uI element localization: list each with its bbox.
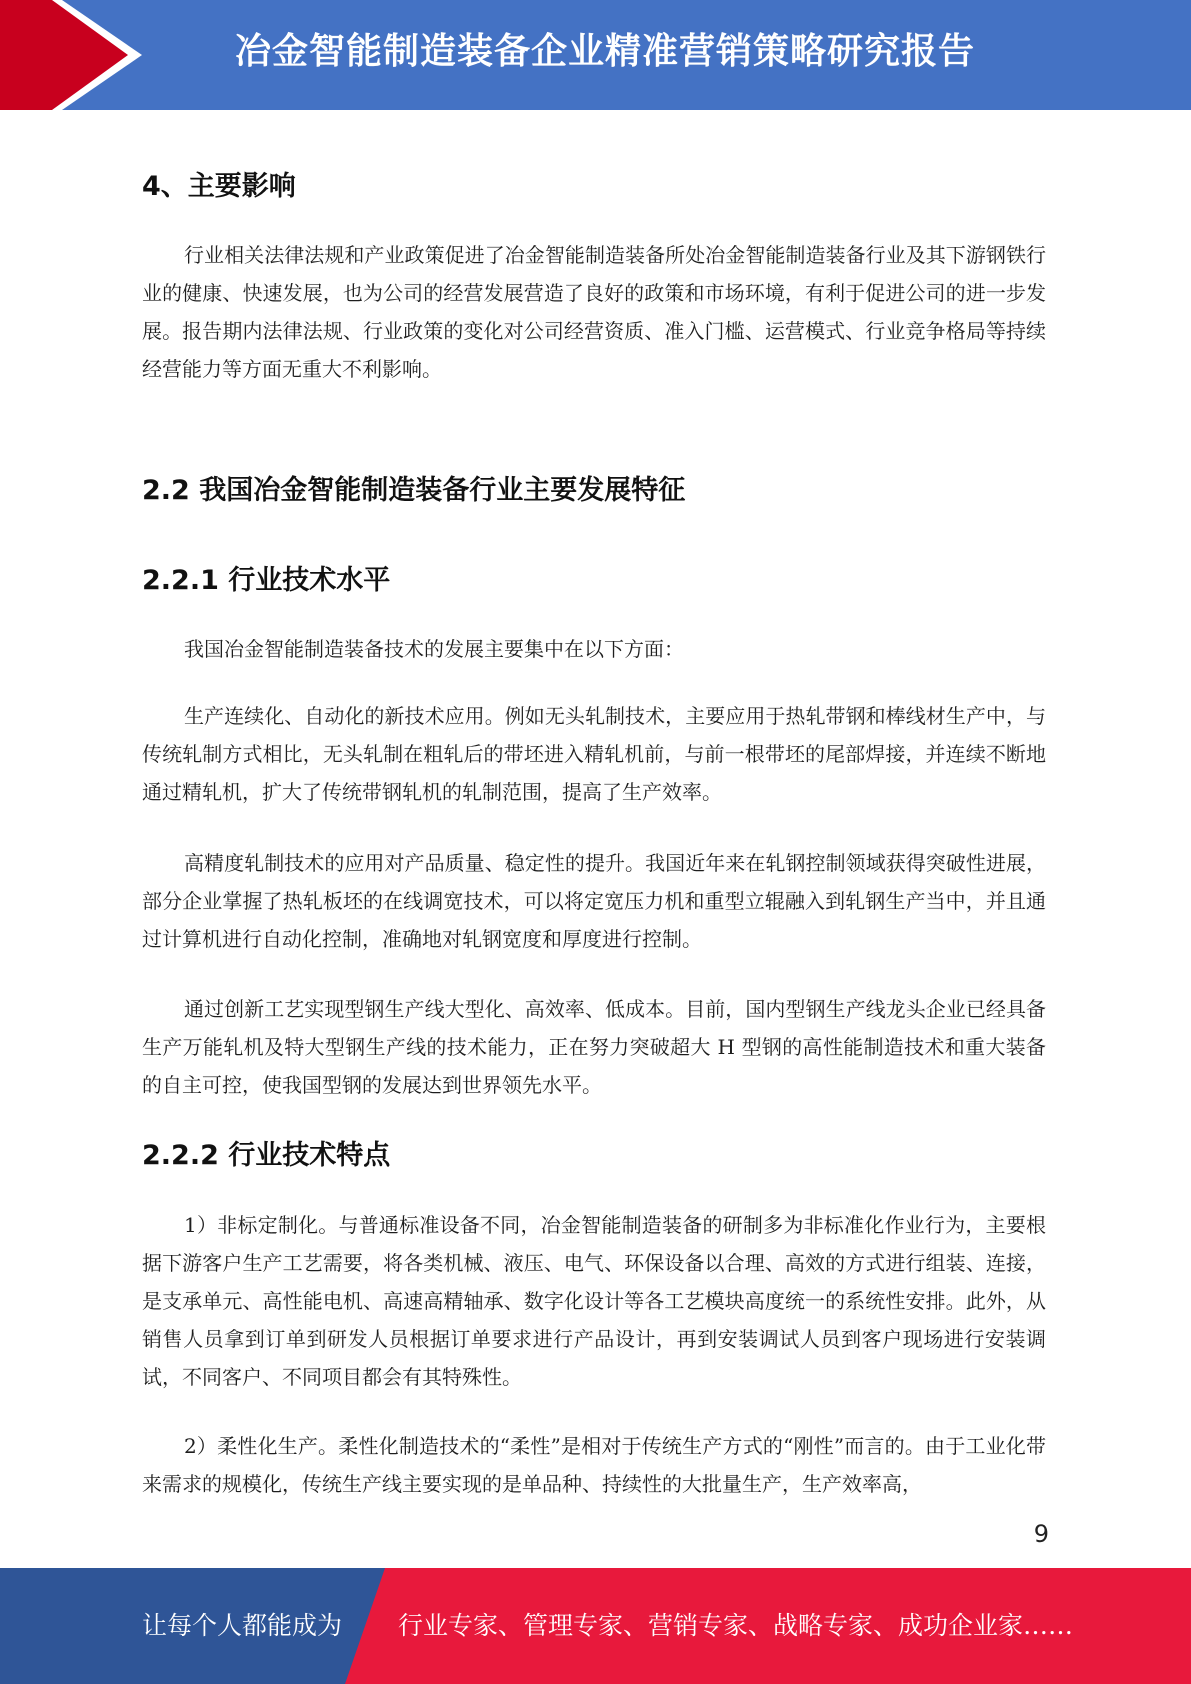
section-heading-2-2: 2.2 我国冶金智能制造装备行业主要发展特征: [142, 475, 686, 506]
paragraph: 2）柔性化生产。柔性化制造技术的“柔性”是相对于传统生产方式的“刚性”而言的。由于工业化带来需求的规模化，传统生产线主要实现的是单品种、持续性的大批量生产，生产效率高，: [142, 1434, 1046, 1496]
section-heading-2-2-2: 2.2.2 行业技术特点: [142, 1140, 391, 1171]
footer-slogan-left: 让每个人都能成为: [142, 1611, 343, 1640]
paragraph: 我国冶金智能制造装备技术的发展主要集中在以下方面：: [184, 637, 684, 661]
section-heading-4: 4、主要影响: [142, 171, 296, 202]
footer-banner: [0, 1568, 1191, 1684]
report-title: 冶金智能制造装备企业精准营销策略研究报告: [234, 31, 975, 72]
section-heading-2-2-1: 2.2.1 行业技术水平: [142, 565, 391, 596]
paragraph: 行业相关法律法规和产业政策促进了冶金智能制造装备所处冶金智能制造装备行业及其下游钢铁行业的健康、快速发展，也为公司的经营发展营造了良好的政策和市场环境，有利于促进公司的进一步发展。报告期内法律法规、行业政策的变化对公司经营资质、准入门槛、运营模式、行业竞争格局等持续经营能力等方面无重大不利影响。: [142, 243, 1046, 381]
paragraph: 高精度轧制技术的应用对产品质量、稳定性的提升。我国近年来在轧钢控制领域获得突破性进展，部分企业掌握了热轧板坯的在线调宽技术，可以将定宽压力机和重型立辊融入到轧钢生产当中，并且通过计算机进行自动化控制，准确地对轧钢宽度和厚度进行控制。: [142, 851, 1046, 951]
header-banner: [0, 0, 1191, 110]
paragraph: 1）非标定制化。与普通标准设备不同，冶金智能制造装备的研制多为非标准化作业行为，主要根据下游客户生产工艺需要，将各类机械、液压、电气、环保设备以合理、高效的方式进行组装、连接，是支承单元、高性能电机、高速高精轴承、数字化设计等各工艺模块高度统一的系统性安排。此外，从销售人员拿到订单到研发人员根据订单要求进行产品设计，再到安装调试人员到客户现场进行安装调试，不同客户、不同项目都会有其特殊性。: [142, 1213, 1046, 1389]
footer-slogan-right: 行业专家、管理专家、营销专家、战略专家、成功企业家……: [398, 1611, 1074, 1640]
chevron-arrow-graphic: [0, 0, 160, 110]
page-number: 9: [1033, 1520, 1049, 1548]
paragraph: 生产连续化、自动化的新技术应用。例如无头轧制技术，主要应用于热轧带钢和棒线材生产中，与传统轧制方式相比，无头轧制在粗轧后的带坯进入精轧机前，与前一根带坯的尾部焊接，并连续不断地通过精轧机，扩大了传统带钢轧机的轧制范围，提高了生产效率。: [142, 704, 1046, 804]
paragraph: 通过创新工艺实现型钢生产线大型化、高效率、低成本。目前，国内型钢生产线龙头企业已经具备生产万能轧机及特大型钢生产线的技术能力，正在努力突破超大 H 型钢的高性能制造技术和重大装备的自主可控，使我国型钢的发展达到世界领先水平。: [142, 997, 1046, 1097]
